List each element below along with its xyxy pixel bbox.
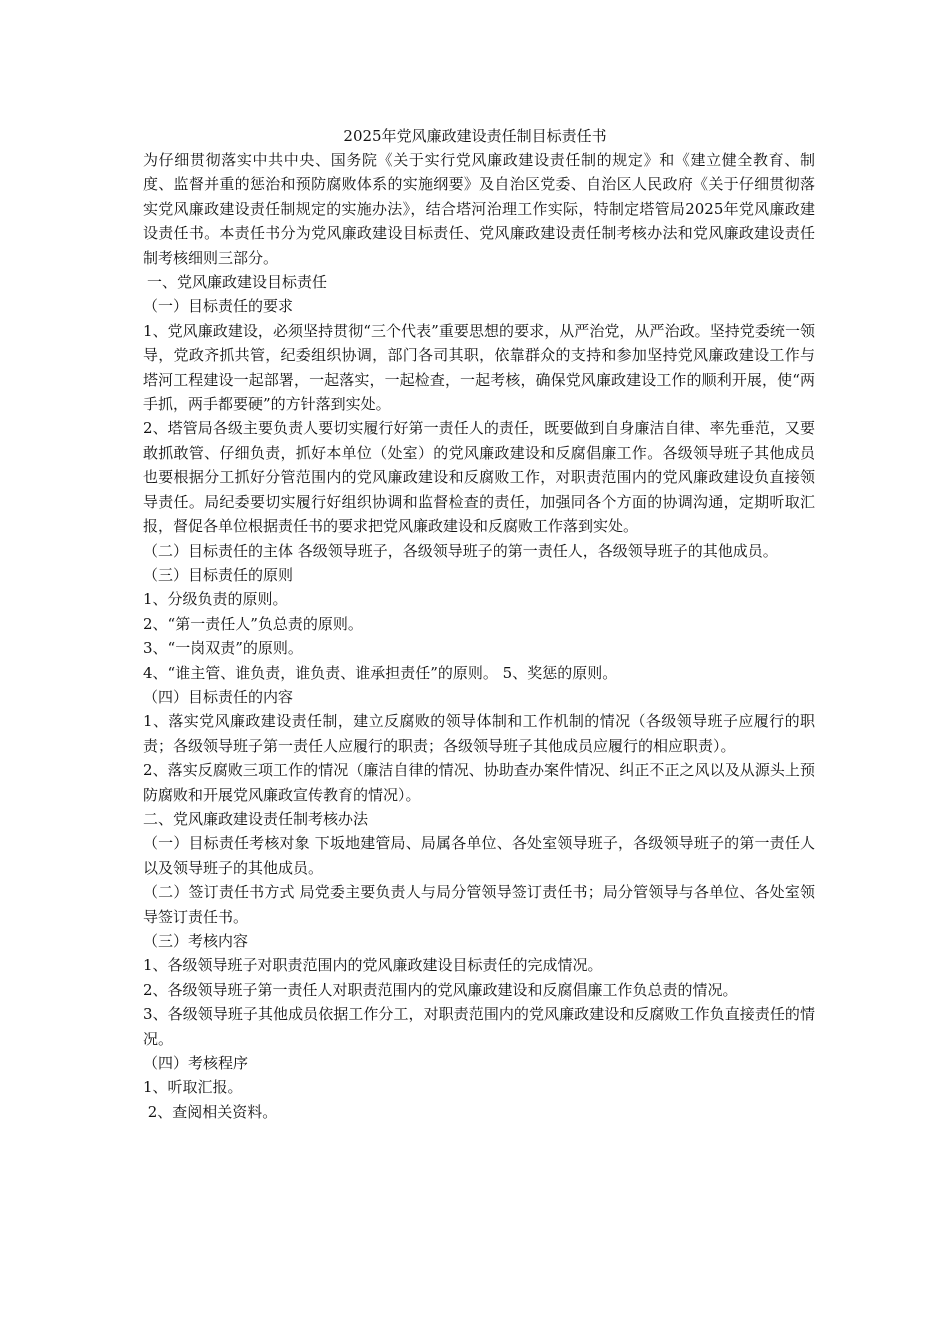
list-item: 3、各级领导班子其他成员依据工作分工，对职责范围内的党风廉政建设和反腐败工作负直接责任的情况。 — [143, 1005, 815, 1048]
document-title: 2025年党风廉政建设责任制目标责任书 — [343, 127, 607, 145]
subsection-heading: （三）目标责任的原则 — [143, 565, 294, 584]
list-item: 1、分级负责的原则。 — [143, 590, 288, 609]
subsection-heading: （四）考核程序 — [143, 1054, 249, 1073]
list-item: 2、查阅相关资料。 — [143, 1102, 278, 1121]
section-heading: 二、党风廉政建设责任制考核办法 — [143, 809, 369, 828]
body-paragraph: （一）目标责任考核对象 下坂地建管局、局属各单位、各处室领导班子，各级领导班子的第一责任人以及领导班子的其他成员。 — [143, 834, 815, 877]
list-item: 2、“第一责任人”负总责的原则。 — [143, 614, 363, 633]
document-body — [143, 148, 815, 1124]
list-item: 3、“一岗双责”的原则。 — [143, 639, 303, 658]
list-item: 4、“谁主管、谁负责，谁负责、谁承担责任”的原则。 5、奖惩的原则。 — [143, 663, 618, 682]
list-item: 2、各级领导班子第一责任人对职责范围内的党风廉政建设和反腐倡廉工作负总责的情况。 — [143, 980, 738, 999]
body-paragraph: 1、落实党风廉政建设责任制，建立反腐败的领导体制和工作机制的情况（各级领导班子应履行的职责；各级领导班子第一责任人应履行的职责；各级领导班子其他成员应履行的相应职责）。 — [143, 712, 815, 755]
body-paragraph: 1、党风廉政建设，必须坚持贯彻“三个代表”重要思想的要求，从严治党，从严治政。坚持党委统一领导，党政齐抓共管，纪委组织协调，部门各司其职，依靠群众的支持和参加坚持党风廉政建设工作与塔河工程建设一起部署，一起落实，一起检查，一起考核，确保党风廉政建设工作的顺利开展，使“两手抓，两手都要硬”的方针落到实处。 — [143, 321, 815, 414]
list-item: 1、各级领导班子对职责范围内的党风廉政建设目标责任的完成情况。 — [143, 956, 603, 975]
section-heading: 一、党风廉政建设目标责任 — [147, 273, 328, 292]
subsection-heading: （一）目标责任的要求 — [143, 297, 294, 316]
body-paragraph: （二）目标责任的主体 各级领导班子，各级领导班子的第一责任人，各级领导班子的其他成员。 — [143, 541, 778, 560]
subsection-heading: （三）考核内容 — [143, 932, 249, 950]
body-paragraph: 2、塔管局各级主要负责人要切实履行好第一责任人的责任，既要做到自身廉洁自律、率先垂范，又要敢抓敢管、仔细负责，抓好本单位（处室）的党风廉政建设和反腐倡廉工作。各级领导班子其他成员也要根据分工抓好分管范围内的党风廉政建设和反腐败工作，对职责范围内的党风廉政建设负直接领导责任。局纪委要切实履行好组织协调和监督检查的责任，加强同各个方面的协调沟通，定期听取汇报，督促各单位根据责任书的要求把党风廉政建设和反腐败工作落到实处。 — [143, 419, 815, 536]
body-paragraph: 2、落实反腐败三项工作的情况（廉洁自律的情况、协助查办案件情况、纠正不正之风以及从源头上预防腐败和开展党风廉政宣传教育的情况）。 — [143, 761, 815, 804]
list-item: 1、听取汇报。 — [143, 1078, 243, 1097]
body-paragraph: （二）签订责任书方式 局党委主要负责人与局分管领导签订责任书；局分管领导与各单位、各处室领导签订责任书。 — [143, 883, 815, 926]
subsection-heading: （四）目标责任的内容 — [143, 687, 294, 706]
intro-paragraph: 为仔细贯彻落实中共中央、国务院《关于实行党风廉政建设责任制的规定》和《建立健全教育、制度、监督并重的惩治和预防腐败体系的实施纲要》及自治区党委、自治区人民政府《关于仔细贯彻落实党风廉政建设责任制规定的实施办法》，结合塔河治理工作实际，特制定塔管局2025年党风廉政建设责任书。本责任书分为党风廉政建设目标责任、党风廉政建设责任制考核办法和党风廉政建设责任制考核细则三部分。 — [143, 151, 815, 267]
